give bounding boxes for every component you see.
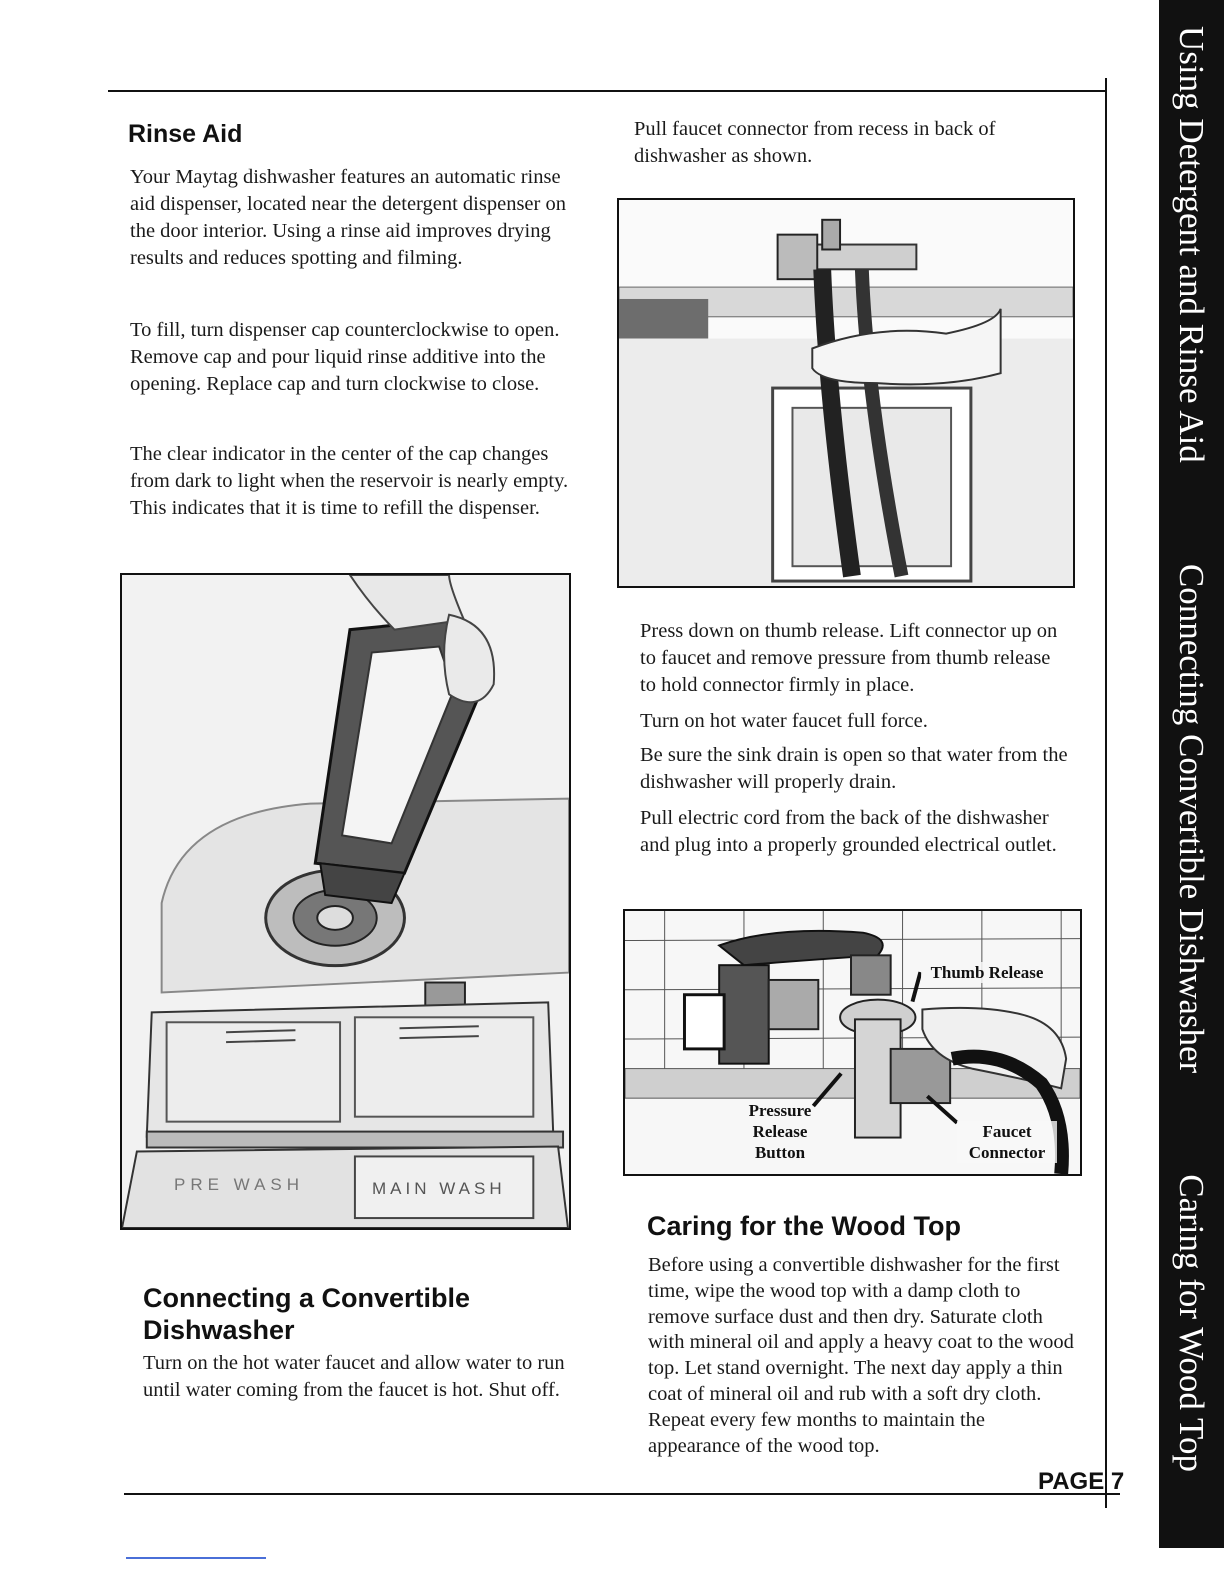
electric-cord-text: Pull electric cord from the back of the dishwasher and plug into a properly grounded electrical outlet. — [640, 807, 1057, 856]
recess-drawing — [619, 200, 1073, 586]
sink-drain-text: Be sure the sink drain is open so that water from the dishwasher will properly drain. — [640, 744, 1068, 793]
right-rule — [1105, 78, 1107, 1508]
page-number: PAGE 7 — [1038, 1468, 1125, 1495]
pressure-release-button-callout — [737, 1100, 823, 1163]
pull-connector-text: Pull faucet connector from recess in back of dishwasher as shown. — [634, 118, 996, 167]
footer-mark — [126, 1557, 266, 1559]
rinse-aid-heading: Rinse Aid — [128, 120, 243, 148]
rinse-aid-paragraph-1: Your Maytag dishwasher features an automatic rinse aid dispenser, located near the detergent dispenser on the door interior. Using a rinse aid improves drying results and reduces spotting and filming. — [130, 166, 566, 269]
top-rule — [108, 90, 1106, 92]
sidebar-section-detergent: Using Detergent and Rinse Aid — [1172, 26, 1212, 463]
turn-on-hot-water-text: Turn on hot water faucet full force. — [640, 710, 928, 732]
dispenser-drawing — [122, 575, 569, 1228]
faucet-label-line-2: Connector — [968, 1143, 1046, 1162]
wood-top-paragraph: Before using a convertible dishwasher for the first time, wipe the wood top with a damp cloth to remove surface dust and then dry. Saturate cloth with mineral oil and apply a heavy coat to the wood top. Let stand overnight. The next day apply a thin coat of mineral oil and rub with a soft dry cloth. Repeat every few months to maintain the appearance of the wood top. — [648, 1254, 1074, 1457]
sidebar-text — [1159, 0, 1224, 1548]
main-wash-label: MAIN WASH — [372, 1179, 506, 1198]
pre-wash-label: PRE WASH — [174, 1175, 305, 1194]
press-thumb-release-text: Press down on thumb release. Lift connector up on to faucet and remove pressure from thumb release to hold connector firmly in place. — [640, 620, 1058, 696]
faucet-connector-callout — [957, 1121, 1057, 1163]
sidebar-section-connecting: Connecting Convertible Dishwasher — [1172, 563, 1212, 1074]
faucet-connector-illustration — [623, 909, 1082, 1176]
section-sidebar — [1159, 0, 1224, 1548]
wood-top-heading: Caring for the Wood Top — [647, 1211, 961, 1241]
pressure-label-line-3: Button — [754, 1143, 806, 1162]
rinse-aid-dispenser-illustration — [120, 573, 571, 1230]
bottom-rule — [124, 1493, 1120, 1495]
faucet-connector-recess-illustration — [617, 198, 1075, 588]
sidebar-section-wood-top: Caring for Wood Top — [1172, 1174, 1212, 1472]
faucet-label-line-1: Faucet — [982, 1122, 1032, 1141]
connecting-paragraph-1: Turn on the hot water faucet and allow water to run until water coming from the faucet is hot. Shut off. — [143, 1352, 565, 1401]
connecting-heading: Connecting a Convertible Dishwasher — [143, 1283, 471, 1345]
pressure-label-line-1: Pressure — [748, 1101, 812, 1120]
pressure-label-line-2: Release — [752, 1122, 808, 1141]
thumb-release-callout: Thumb Release — [921, 962, 1053, 983]
rinse-aid-paragraph-2: To fill, turn dispenser cap counterclockwise to open. Remove cap and pour liquid rinse additive into the opening. Replace cap and turn clockwise to close. — [130, 319, 560, 395]
rinse-aid-paragraph-3: The clear indicator in the center of the cap changes from dark to light when the reservoir is nearly empty. This indicates that it is time to refill the dispenser. — [130, 443, 569, 519]
